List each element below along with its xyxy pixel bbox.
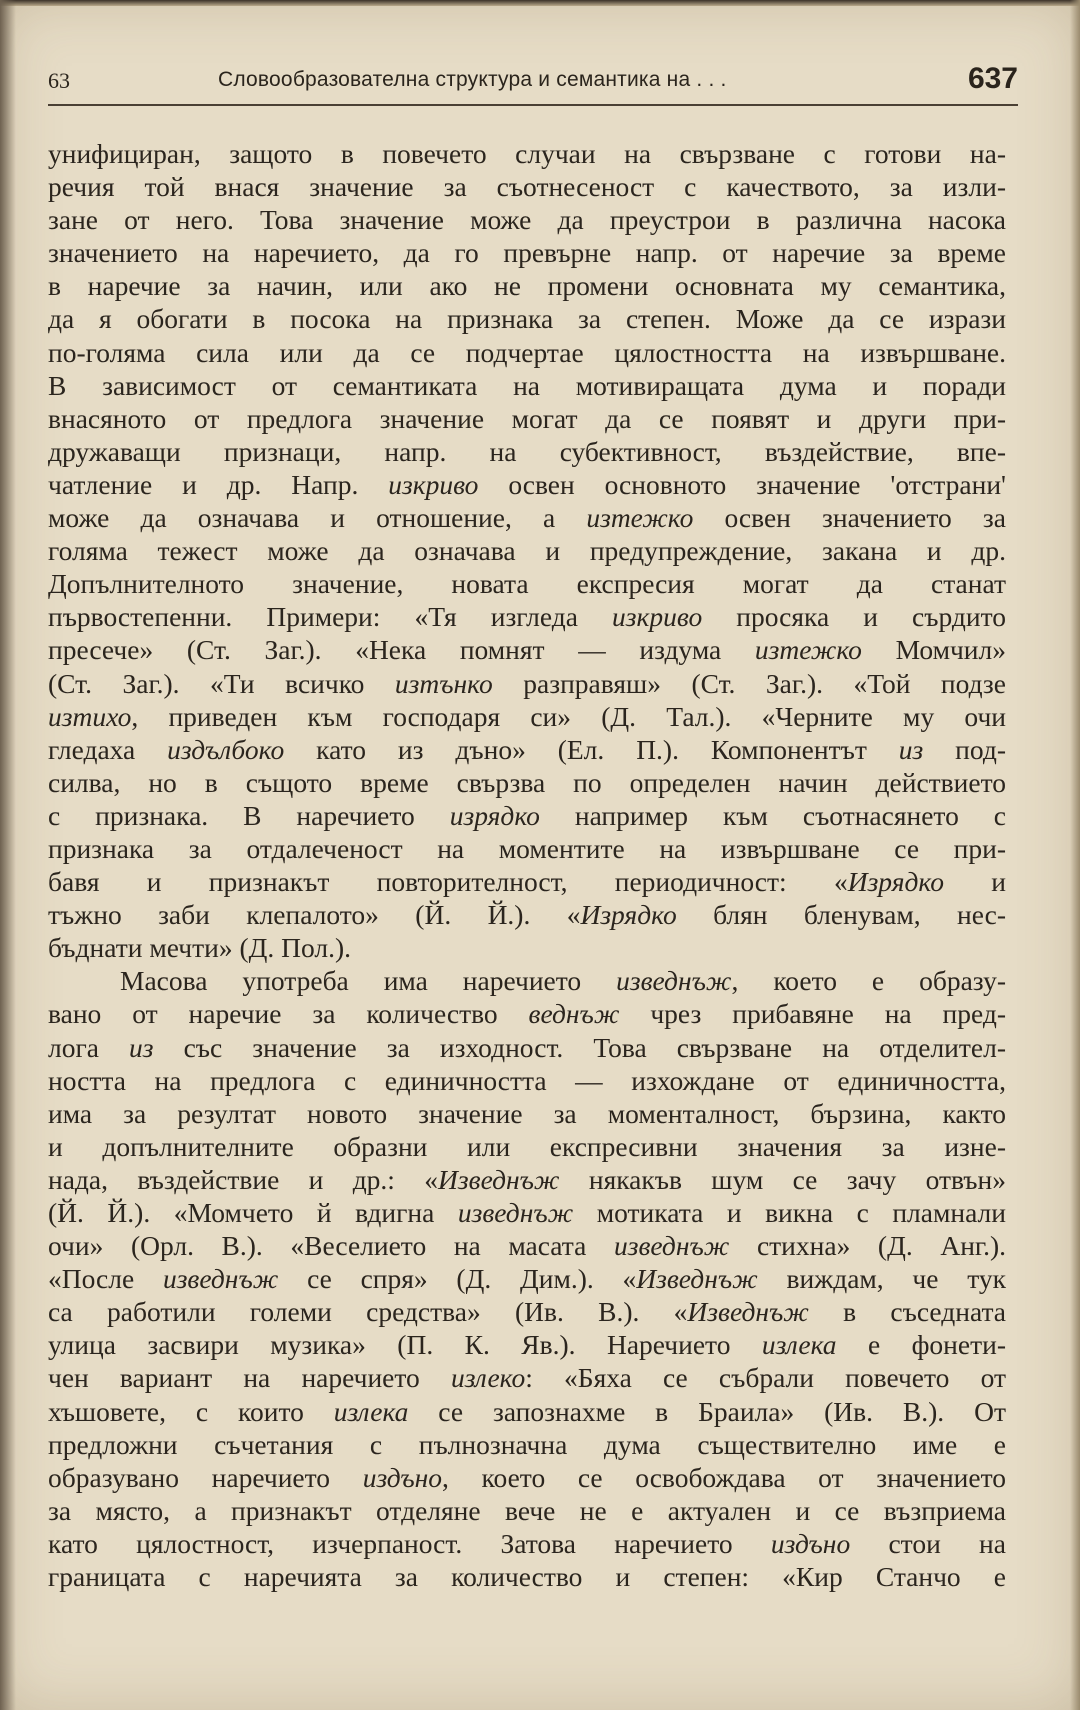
text-line	[48, 865, 1006, 898]
text-line	[48, 1196, 1006, 1229]
text-line	[48, 1295, 1006, 1328]
text-run: по-голяма сила или да се подчертае цялостността на извършване.	[48, 336, 1006, 368]
text-line	[48, 997, 1006, 1030]
text-run: зане от него. Това значение може да преустрои в различна насока	[48, 204, 1006, 236]
text-run: значението на наречието, да го превърне напр. от наречие за време	[48, 237, 1006, 269]
text-run: : «Бяха се събрали повечето от	[525, 1362, 1007, 1394]
text-run: границата с наречията за количество и степен: «Кир Станчо е	[48, 1561, 1006, 1593]
italic-term: изведнъж	[616, 965, 732, 997]
page-number: 637	[967, 62, 1018, 95]
text-run: ността на предлога с единичността — изхождане от единичността,	[48, 1064, 1006, 1096]
text-run: разправяш» (Ст. Заг.). «Той подзе	[492, 667, 1006, 699]
text-run: в съседната	[808, 1296, 1006, 1328]
text-line	[48, 567, 1006, 600]
text-line	[48, 1428, 1006, 1461]
text-run: бавя и признакът повторителност, периодичност: «	[48, 866, 848, 898]
text-line	[48, 733, 1006, 766]
running-title: Словообразователна структура и семантика на . . .	[218, 68, 727, 91]
italic-term: изведнъж	[457, 1197, 574, 1228]
text-run: голяма тежест може да означава и предупреждение, закана и др.	[48, 535, 1006, 567]
italic-term: изтежко	[586, 502, 694, 534]
italic-term: Изрядко	[847, 866, 944, 898]
text-line	[48, 269, 1006, 302]
text-run: очи» (Орл. В.). «Веселието на масата	[48, 1230, 614, 1262]
text-run: със значение за изходност. Това свързване на отделител-	[153, 1031, 1006, 1063]
text-run: (Й. Й.). «Момчето й вдигна	[48, 1197, 458, 1228]
italic-term: изведнъж	[613, 1230, 730, 1262]
italic-term: Изрядко	[580, 899, 677, 931]
text-run: и допълнителните образни или експресивни значения за изне-	[48, 1130, 1006, 1162]
page-top-edge	[0, 0, 1080, 6]
text-run: първостепенни. Примери: «Тя изгледа	[48, 601, 613, 633]
italic-term: веднъж	[528, 998, 620, 1030]
text-line	[48, 1494, 1006, 1527]
text-run: виждам, че тук	[757, 1263, 1006, 1295]
italic-term: из	[129, 1031, 154, 1063]
text-line	[48, 369, 1006, 402]
text-run: като из дъно» (Ел. П.). Компонентът	[284, 733, 899, 765]
text-run: образувано наречието	[48, 1461, 363, 1493]
header-rule	[48, 104, 1018, 106]
italic-term: изтежко	[754, 634, 862, 666]
text-run: има за резултат новото значение за моменталност, бързина, както	[48, 1097, 1006, 1129]
text-run: за място, а признакът отделяне вече не е актуален и се възприема	[48, 1494, 1006, 1526]
text-run: с признака. В наречието	[48, 799, 450, 831]
italic-term: из	[898, 733, 924, 765]
italic-term: Изведнъж	[438, 1163, 560, 1195]
text-run: силва, но в същото време свързва по определен начин действието	[48, 766, 1006, 798]
text-run: се запознахме в Браила» (Ив. В.). От	[408, 1395, 1006, 1427]
text-run: нада, въздействие и др.: «	[48, 1163, 439, 1195]
text-run: в наречие за начин, или ако не промени основната му семантика,	[48, 270, 1006, 302]
text-line	[48, 633, 1006, 666]
text-run: блян бленувам, нес-	[676, 899, 1006, 931]
text-run: , което се освобождава от значението	[442, 1461, 1006, 1493]
text-run: речия той внася значение за съотнесеност с качеството, за изли-	[48, 171, 1006, 203]
text-run: Допълнителното значение, новата експресия могат да станат	[48, 568, 1006, 600]
text-run: е фонети-	[836, 1329, 1006, 1361]
text-run: чен вариант на наречието	[48, 1362, 451, 1394]
italic-term: излека	[333, 1395, 409, 1427]
text-line	[48, 1560, 1006, 1593]
text-line	[48, 402, 1006, 435]
text-run: някакъв шум се зачу отвън»	[559, 1163, 1006, 1195]
text-line	[48, 1527, 1006, 1560]
text-run: просяка и сърдито	[702, 601, 1006, 633]
text-run: лога	[48, 1031, 130, 1063]
text-run: унифициран, защото в повечето случаи на свързване с готови на-	[48, 138, 1006, 169]
page-right-edge	[1070, 0, 1080, 1710]
text-line	[48, 964, 1006, 997]
italic-term: изкриво	[612, 601, 703, 633]
text-run: се спря» (Д. Дим.). «	[278, 1263, 637, 1295]
running-header	[48, 60, 1018, 100]
text-run: чатление и др. Напр.	[48, 468, 389, 500]
text-run: са работили големи средства» (Ив. В.). «	[48, 1296, 688, 1328]
text-run: Момчил»	[861, 634, 1006, 666]
italic-term: излеко	[450, 1362, 526, 1394]
text-run: пресече» (Ст. Заг.). «Нека помнят — издума	[48, 634, 755, 666]
text-run: стои на	[850, 1527, 1006, 1559]
italic-term: Изведнъж	[636, 1263, 758, 1295]
section-number: 63	[48, 68, 70, 93]
text-line	[48, 1163, 1006, 1196]
text-line	[48, 1031, 1006, 1064]
text-line	[48, 302, 1006, 335]
text-run: В зависимост от семантиката на мотивиращата дума и поради	[48, 369, 1006, 401]
text-line	[48, 236, 1006, 269]
text-run: чрез прибавяне на пред-	[619, 998, 1006, 1030]
text-line	[48, 667, 1006, 700]
text-run: стихна» (Д. Анг.).	[729, 1230, 1006, 1262]
italic-term: издъно	[362, 1461, 443, 1493]
text-run: и	[943, 866, 1006, 898]
body-text	[48, 137, 1006, 1593]
text-line	[48, 931, 1006, 964]
text-line	[48, 600, 1006, 633]
italic-term: Изведнъж	[687, 1296, 809, 1328]
text-run: гледаха	[48, 733, 168, 765]
text-run: тъжно заби клепалото» (Й. Й.). «	[48, 899, 581, 931]
text-line	[48, 137, 1006, 170]
italic-term: изтънко	[394, 667, 493, 699]
text-run: предложни съчетания с пълнозначна дума съществително име е	[48, 1428, 1006, 1460]
text-run: улица засвири музика» (П. К. Яв.). Наречието	[48, 1329, 762, 1361]
text-line	[48, 799, 1006, 832]
text-line	[48, 766, 1006, 799]
text-line	[48, 1097, 1006, 1130]
text-line	[48, 1064, 1006, 1097]
text-line	[48, 1395, 1006, 1428]
text-line	[48, 435, 1006, 468]
text-run: мотиката и викна с пламнали	[573, 1197, 1006, 1228]
text-line	[48, 1328, 1006, 1361]
italic-term: издъно	[770, 1527, 851, 1559]
text-run: , което е образу-	[731, 965, 1006, 997]
text-line	[48, 501, 1006, 534]
text-run: например към съотнасянето с	[539, 799, 1006, 831]
text-line	[48, 203, 1006, 236]
text-run: под-	[923, 733, 1006, 765]
text-run: вано от наречие за количество	[48, 998, 529, 1030]
text-run: може да означава и отношение, а	[48, 502, 587, 534]
text-line	[48, 700, 1006, 733]
text-line	[48, 832, 1006, 865]
italic-term: издълбоко	[167, 733, 285, 765]
italic-term: излека	[761, 1329, 837, 1361]
text-run: (Ст. Заг.). «Ти всичко	[48, 667, 395, 699]
text-line	[48, 1361, 1006, 1394]
text-run: дружаващи признаци, напр. на субективност, въздействие, впе-	[48, 435, 1006, 467]
text-line	[48, 170, 1006, 203]
text-run: като цялостност, изчерпаност. Затова наречието	[48, 1527, 771, 1559]
text-line	[48, 898, 1006, 931]
text-line	[48, 1461, 1006, 1494]
text-run: хъшовете, с които	[48, 1395, 334, 1427]
text-line	[48, 534, 1006, 567]
text-line	[48, 1229, 1006, 1262]
text-run: признака за отдалеченост на моментите на извършване се при-	[48, 832, 1006, 864]
text-run: «После	[48, 1263, 163, 1295]
text-line	[48, 336, 1006, 369]
binding-shadow	[0, 0, 16, 1710]
italic-term: изрядко	[449, 799, 540, 831]
text-run: освен значението за	[693, 502, 1006, 534]
text-line	[48, 1130, 1006, 1163]
italic-term: изтихо	[48, 700, 132, 732]
text-run: внасяното от предлога значение могат да се появят и други при-	[48, 402, 1006, 434]
text-run: бъднати мечти» (Д. Пол.).	[48, 932, 351, 964]
text-run: Масова употреба има наречието	[120, 965, 617, 997]
text-run: освен основното значение 'отстрани'	[478, 468, 1007, 500]
text-line	[48, 468, 1006, 501]
italic-term: изкриво	[388, 468, 479, 500]
text-run: , приведен към господаря си» (Д. Тал.). «Черните му очи	[131, 700, 1006, 732]
text-run: да я обогати в посока на признака за степен. Може да се изрази	[48, 303, 1006, 335]
text-line	[48, 1262, 1006, 1295]
italic-term: изведнъж	[162, 1263, 279, 1295]
